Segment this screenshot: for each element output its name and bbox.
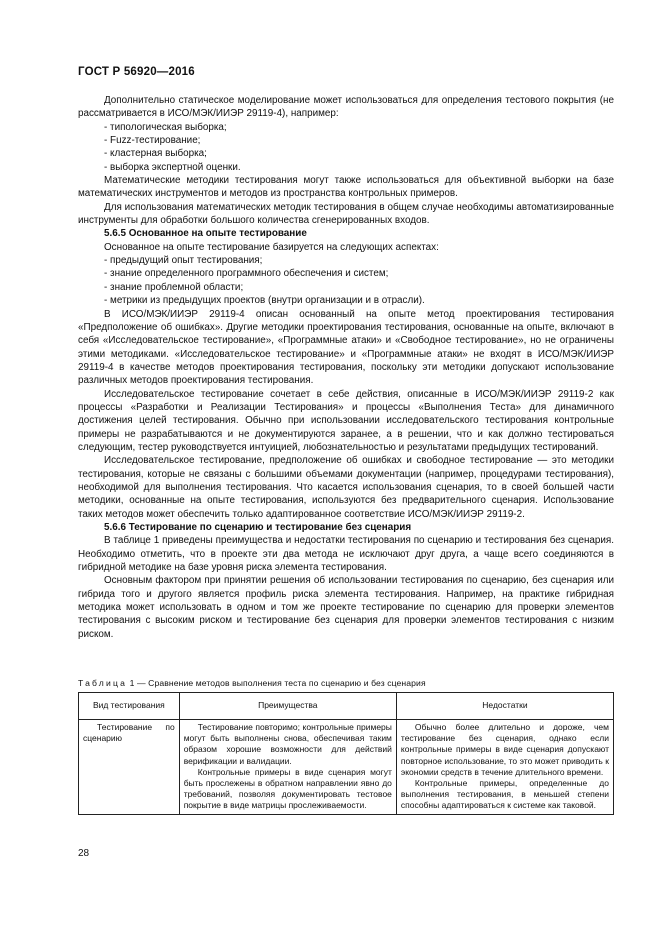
list-item: - кластерная выборка;: [78, 147, 614, 160]
document-body: [78, 94, 614, 641]
list-item: - метрики из предыдущих проектов (внутри организации и в отрасли).: [78, 294, 614, 307]
table-cell-advantages: [179, 720, 396, 815]
list-item: - Fuzz-тестирование;: [78, 134, 614, 147]
paragraph: Основанное на опыте тестирование базируется на следующих аспектах:: [104, 241, 439, 253]
table-caption-text: 1 — Сравнение методов выполнения теста по сценарию и без сценария: [129, 678, 426, 688]
list-item: - предыдущий опыт тестирования;: [78, 254, 614, 267]
list-item: - знание проблемной области;: [78, 281, 614, 294]
paragraph: Основным фактором при принятии решения об использовании тестирования по сценарию, без сценария или гибрида того и другого является профиль риска элемента тестирования. Например, на практике гибридная методика может использовать в одном и том же проекте тестирование по сценарию для проверки элементов тестирования с высоким риском и тестирование без сценария для проверки элементов тестирования с низким риском.: [78, 575, 614, 640]
paragraph: Для использования математических методик тестирования в общем случае необходимы автоматизированные инструменты для обработки большого количества сгенерированных входов.: [78, 201, 614, 227]
table-cell-disadvantages: [396, 720, 613, 815]
table-caption-label: Таблица: [78, 678, 128, 688]
list-item: - знание определенного программного обеспечения и систем;: [78, 267, 614, 280]
cell-text: Тестирование по сценарию: [83, 722, 175, 744]
paragraph: В ИСО/МЭК/ИИЭР 29119-4 описан основанный на опыте метод проектирования тестирования «Предположение об ошибках». Другие методики проектирования тестирования, основанные на опыте, включают в себя «Исследовательское тестирование», «Программные атаки» и «Свободное тестирование», но не ограничены этими методиками. «Исследовательское тестирование» и «Программные атаки» не входят в ИСО/МЭК/ИИЭР 29119-4 в качестве методов проектирования тестирования, поскольку эти методики допускают использование различных методов проектирования тестирования.: [78, 308, 614, 387]
section-heading: 5.6.6 Тестирование по сценарию и тестирование без сценария: [104, 522, 412, 533]
table-row: [79, 720, 614, 815]
column-header: Вид тестирования: [79, 693, 180, 720]
page-number: 28: [78, 848, 90, 859]
column-header: Преимущества: [179, 693, 396, 720]
cell-text: Контрольные примеры, определенные до выполнения тестирования, в меньшей степени способны адаптироваться к системе как таковой.: [400, 778, 609, 811]
table-caption: [78, 678, 426, 688]
cell-text: Контрольные примеры в виде сценария могут быть прослежены в обратном направлении явно до требований, позволяя документировать тестовое покрытие в виде матрицы прослеживаемости.: [183, 766, 392, 811]
document-header: ГОСТ Р 56920—2016: [78, 66, 195, 78]
comparison-table: [78, 692, 614, 815]
paragraph: В таблице 1 приведены преимущества и недостатки тестирования по сценарию и тестирования без сценария. Необходимо отметить, что в проекте эти два метода не исключают друг друга, а чаще всего соединяются в гибридной методике на базе уровня риска элемента тестирования.: [78, 535, 614, 574]
list-item: - выборка экспертной оценки.: [78, 161, 614, 174]
cell-text: Обычно более длительно и дороже, чем тестирование без сценария, однако если контрольные примеры в виде сценария допускают повторное использование, то это может приводить к экономии средств в течение длительного времени.: [400, 722, 609, 777]
column-header: Недостатки: [396, 693, 613, 720]
list-item: - типологическая выборка;: [78, 121, 614, 134]
paragraph: Исследовательское тестирование, предположение об ошибках и свободное тестирование — это методики тестирования, которые не связаны с большими объемами документации (например, процедурами тестирования), необходимой для выполнения тестирования. Что касается использования сценария, то в своей большей части методики, основанные на опыте тестирования, используются без предварительного сценария. Использование таких методов может обеспечить только адаптированное соответствие ИСО/МЭК/ИИЭР 29119-2.: [78, 455, 614, 520]
table-header-row: [79, 693, 614, 720]
paragraph: Математические методики тестирования могут также использоваться для объективной выборки на базе математических инструментов и методов из пространства контрольных примеров.: [78, 175, 614, 200]
table-cell-type: [79, 720, 180, 815]
cell-text: Тестирование повторимо; контрольные примеры могут быть выполнены снова, обеспечивая таким образом хорошие возможности для действий верификации и валидации.: [183, 722, 392, 766]
section-heading: 5.6.5 Основанное на опыте тестирование: [104, 228, 307, 240]
paragraph: Дополнительно статическое моделирование может использоваться для определения тестового покрытия (не рассматривается в ИСО/МЭК/ИИЭР 29119-4), например:: [78, 95, 614, 120]
paragraph: Исследовательское тестирование сочетает в себе действия, описанные в ИСО/МЭК/ИИЭР 29119-2 как процессы «Разработки и Реализации Тестирования» и процессы «Выполнения Теста» для динамичного достижения целей тестирования. Обычно при использовании исследовательского тестирования контрольные примеры не разрабатываются и не документируются заранее, а в решении, что и как должно тестироваться следующим, тестер руководствуется интуицией, любознательностью и результатами предыдущих тестирований.: [78, 388, 614, 453]
